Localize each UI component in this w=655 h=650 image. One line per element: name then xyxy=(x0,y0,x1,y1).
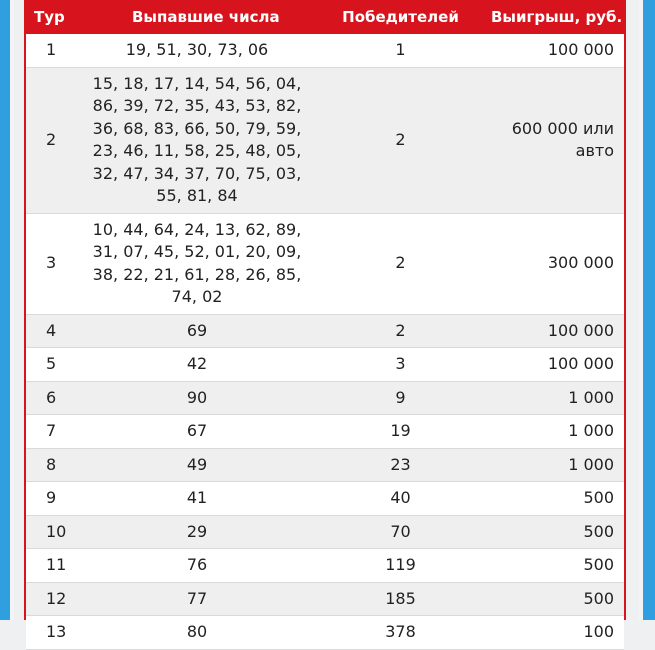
prize-cell: 1 000 xyxy=(483,415,624,449)
tour-cell: 1 xyxy=(26,34,76,67)
drawn-numbers-cell: 67 xyxy=(76,415,318,449)
winners-cell: 40 xyxy=(318,482,483,516)
prize-cell: 500 xyxy=(483,582,624,616)
table-row xyxy=(26,348,624,382)
prize-cell: 300 000 xyxy=(483,213,624,314)
tour-cell: 4 xyxy=(26,314,76,348)
prize-cell: 100 000 xyxy=(483,348,624,382)
table-row xyxy=(26,549,624,583)
tour-cell: 11 xyxy=(26,549,76,583)
header-row xyxy=(26,0,624,34)
table-header xyxy=(26,0,624,34)
table-row xyxy=(26,34,624,67)
winners-cell: 23 xyxy=(318,448,483,482)
table-row xyxy=(26,582,624,616)
header-winners: Победителей xyxy=(342,8,459,26)
tour-cell: 7 xyxy=(26,415,76,449)
prize-cell: 100 xyxy=(483,616,624,650)
tour-cell: 13 xyxy=(26,616,76,650)
drawn-numbers-cell: 69 xyxy=(76,314,318,348)
table-row xyxy=(26,515,624,549)
drawn-numbers-cell: 49 xyxy=(76,448,318,482)
table-row xyxy=(26,448,624,482)
drawn-numbers-cell: 42 xyxy=(76,348,318,382)
table-row xyxy=(26,616,624,650)
winners-cell: 9 xyxy=(318,381,483,415)
prize-cell: 1 000 xyxy=(483,381,624,415)
header-drawn-numbers: Выпавшие числа xyxy=(132,8,280,26)
header-prize: Выигрыш, руб. xyxy=(491,8,623,26)
tour-cell: 12 xyxy=(26,582,76,616)
table-row xyxy=(26,415,624,449)
tour-cell: 2 xyxy=(26,67,76,213)
prize-cell: 500 xyxy=(483,482,624,516)
drawn-numbers-cell: 90 xyxy=(76,381,318,415)
tour-cell: 5 xyxy=(26,348,76,382)
table-row xyxy=(26,482,624,516)
winners-cell: 2 xyxy=(318,67,483,213)
winners-cell: 19 xyxy=(318,415,483,449)
table-row xyxy=(26,381,624,415)
drawn-numbers-cell: 29 xyxy=(76,515,318,549)
prize-cell: 500 xyxy=(483,515,624,549)
right-decorative-strip xyxy=(639,0,655,620)
table-row xyxy=(26,67,624,213)
header-tour: Тур xyxy=(34,8,65,26)
winners-cell: 378 xyxy=(318,616,483,650)
tour-cell: 8 xyxy=(26,448,76,482)
left-decorative-strip xyxy=(0,0,14,620)
prize-cell: 100 000 xyxy=(483,314,624,348)
drawn-numbers-cell: 77 xyxy=(76,582,318,616)
winners-cell: 70 xyxy=(318,515,483,549)
winners-cell: 185 xyxy=(318,582,483,616)
tour-cell: 3 xyxy=(26,213,76,314)
prize-cell: 100 000 xyxy=(483,34,624,67)
drawn-numbers-cell: 80 xyxy=(76,616,318,650)
prize-cell: 1 000 xyxy=(483,448,624,482)
prize-cell: 600 000 или авто xyxy=(483,67,624,213)
tour-cell: 10 xyxy=(26,515,76,549)
winners-cell: 1 xyxy=(318,34,483,67)
winners-cell: 2 xyxy=(318,213,483,314)
drawn-numbers-cell: 19, 51, 30, 73, 06 xyxy=(76,34,318,67)
table-row xyxy=(26,213,624,314)
tour-cell: 9 xyxy=(26,482,76,516)
winners-cell: 3 xyxy=(318,348,483,382)
winners-cell: 119 xyxy=(318,549,483,583)
winners-cell: 2 xyxy=(318,314,483,348)
tour-cell: 6 xyxy=(26,381,76,415)
prize-cell: 500 xyxy=(483,549,624,583)
results-table-container xyxy=(24,0,626,641)
drawn-numbers-cell: 15, 18, 17, 14, 54, 56, 04, 86, 39, 72, 35, 43, 53, 82, 36, 68, 83, 66, 50, 79, 59, 23, 46, 11, 58, 25, 48, 05, 32, 47, 34, 37, 70, 75, 03, 55, 81, 84 xyxy=(76,67,318,213)
table-row xyxy=(26,314,624,348)
drawn-numbers-cell: 10, 44, 64, 24, 13, 62, 89, 31, 07, 45, 52, 01, 20, 09, 38, 22, 21, 61, 28, 26, 85, 74, 02 xyxy=(76,213,318,314)
table-body xyxy=(26,34,624,649)
drawn-numbers-cell: 41 xyxy=(76,482,318,516)
lottery-results-table xyxy=(26,0,624,650)
drawn-numbers-cell: 76 xyxy=(76,549,318,583)
